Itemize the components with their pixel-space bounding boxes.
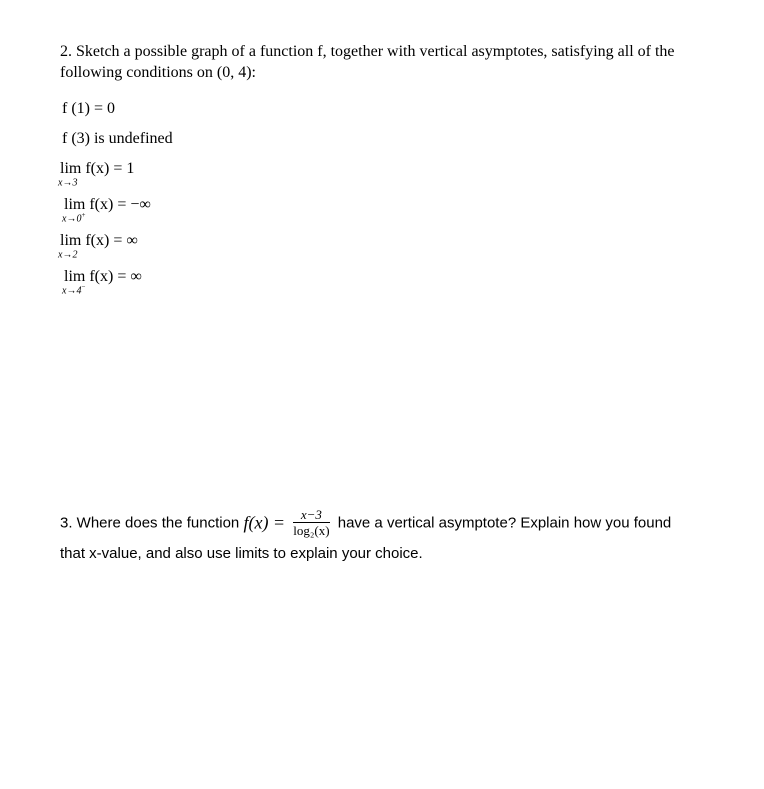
condition-limit-x-to-2: [58, 232, 138, 261]
question-3-suffix: have a vertical asymptote? Explain how you found: [337, 514, 672, 532]
limit-side: −: [81, 283, 86, 291]
limit-operator: [62, 268, 86, 297]
limit-approach: x→3: [58, 177, 78, 189]
question-3-line-2: that x-value, and also use limits to explain your choice.: [60, 545, 423, 562]
limit-operator: [62, 196, 86, 225]
lim-word: lim: [64, 268, 86, 285]
lim-word: lim: [64, 196, 86, 213]
limit-side: +: [81, 211, 86, 219]
limit-operator: [58, 232, 82, 261]
question-3-prefix: 3. Where does the function: [60, 514, 240, 532]
limit-subscript: [62, 283, 85, 296]
condition-limit-x-to-0-plus: [62, 196, 151, 225]
fraction: [293, 507, 329, 539]
limit-operator: [58, 160, 82, 189]
limit-subscript: [62, 211, 85, 224]
limit-subscript: [58, 175, 77, 188]
limit-approach: x→2: [58, 249, 78, 261]
lim-word: lim: [60, 160, 82, 177]
limit-approach: x→4: [62, 285, 82, 297]
condition-f3-undefined: f (3) is undefined: [62, 130, 173, 147]
condition-limit-x-to-4-minus: [62, 268, 142, 297]
limit-subscript: [58, 247, 77, 260]
lim-word: lim: [60, 232, 82, 249]
function-label: f(x) =: [243, 512, 286, 533]
fraction-numerator: x−3: [293, 507, 329, 523]
limit-expression: f(x) = ∞: [85, 232, 138, 249]
limit-expression: f(x) = −∞: [89, 196, 151, 213]
limit-expression: f(x) = ∞: [89, 268, 142, 285]
condition-f1-equals-0: f (1) = 0: [62, 100, 116, 117]
question-2-prompt: 2. Sketch a possible graph of a function f, together with vertical asymptotes, satisfying all of the following conditions on (0, 4):: [60, 43, 675, 81]
condition-limit-x-to-3: [58, 160, 135, 189]
fraction-denominator: log₂(x): [293, 523, 330, 538]
limit-approach: x→0: [62, 213, 82, 225]
limit-expression: f(x) = 1: [85, 160, 135, 177]
